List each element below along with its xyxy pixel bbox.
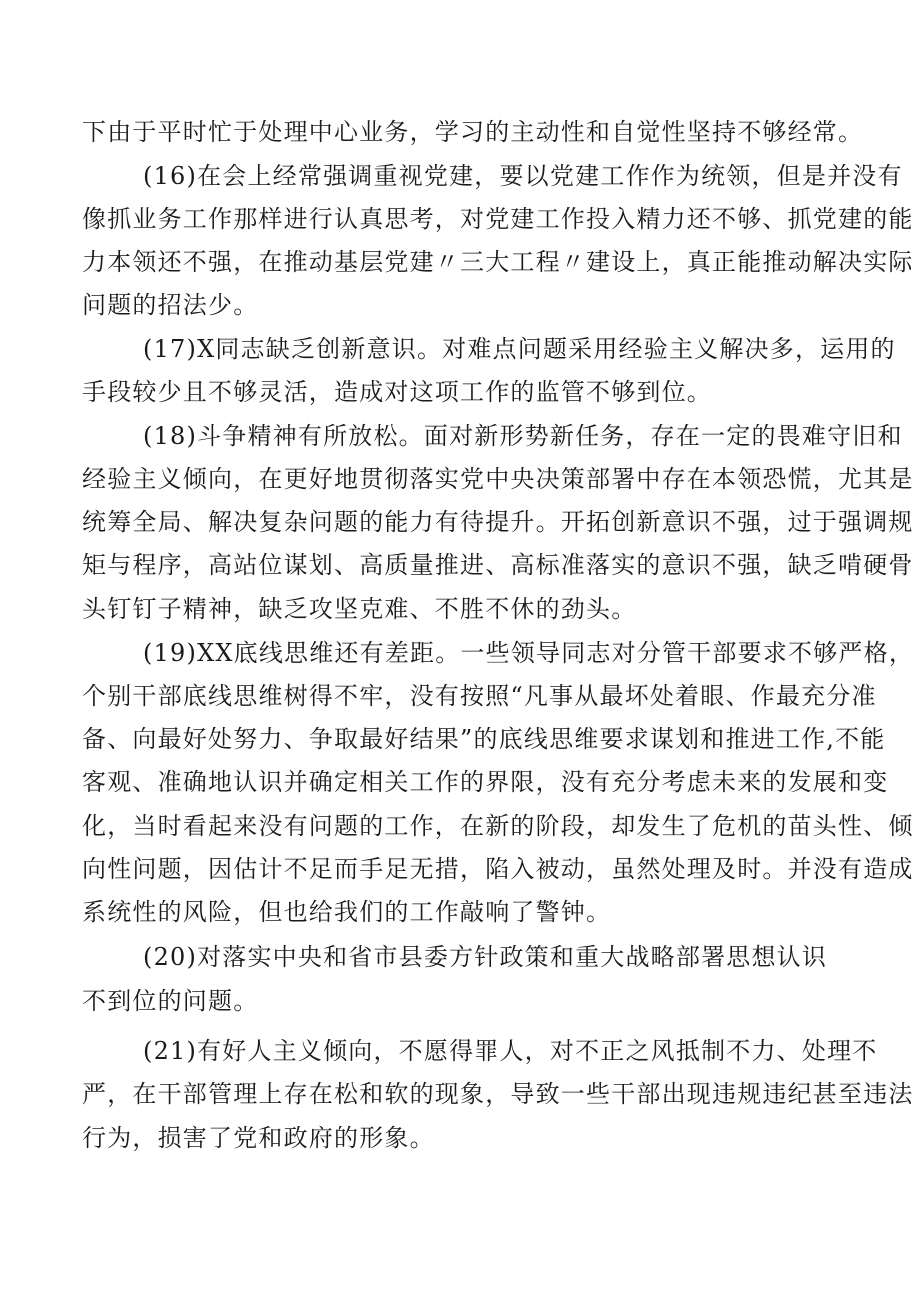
text-line: 像抓业务工作那样进行认真思考，对党建工作投入精力还不够、抓党建的能 [82, 205, 914, 233]
text-line: 头钉钉子精神，缺乏攻坚克难、不胜不休的劲头。 [82, 595, 637, 623]
text-line: 系统性的风险，但也给我们的工作敲响了警钟。 [82, 898, 612, 926]
text-line: 问题的招法少。 [82, 291, 259, 319]
text-line: 统筹全局、解决复杂问题的能力有待提升。开拓创新意识不强，过于强调规 [82, 508, 914, 536]
text-line: 不到位的问题。 [82, 987, 259, 1015]
paragraph-20-start: (20)对落实中央和省市县委方针政策和重大战略部署思想认识 [143, 943, 828, 971]
text-line: 备、向最好处努力、争取最好结果”的底线思维要求谋划和推进工作,不能 [82, 725, 886, 753]
paragraph-18-start: (18)斗争精神有所放松。面对新形势新任务，存在一定的畏难守旧和 [143, 422, 903, 450]
paragraph-17-start: (17)X同志缺乏创新意识。对难点问题采用经验主义解决多，运用的 [143, 335, 896, 363]
text-line: 个别干部底线思维树得不牢，没有按照“凡事从最坏处着眼、作最充分准 [82, 682, 877, 710]
text-line: 客观、准确地认识并确定相关工作的界限，没有充分考虑未来的发展和变 [82, 768, 889, 796]
text-line: 向性问题，因估计不足而手足无措，陷入被动，虽然处理及时。并没有造成 [82, 855, 914, 883]
text-line: 行为，损害了党和政府的形象。 [82, 1124, 435, 1152]
text-line: 力本领还不强，在推动基层党建〃三大工程〃建设上，真正能推动解决实际 [82, 248, 914, 276]
text-line: 经验主义倾向，在更好地贯彻落实党中央决策部署中存在本领恐慌，尤其是 [82, 465, 914, 493]
text-line: 矩与程序，高站位谋划、高质量推进、高标准落实的意识不强，缺乏啃硬骨 [82, 551, 914, 579]
paragraph-21-start: (21)有好人主义倾向，不愿得罪人，对不正之风抵制不力、处理不 [143, 1037, 878, 1065]
text-line: 化，当时看起来没有问题的工作，在新的阶段，却发生了危机的苗头性、倾 [82, 812, 914, 840]
text-line: 下由于平时忙于处理中心业务，学习的主动性和自觉性坚持不够经常。 [82, 118, 864, 146]
text-line: 严，在干部管理上存在松和软的现象，导致一些干部出现违规违纪甚至违法 [82, 1080, 914, 1108]
paragraph-19-start: (19)XX底线思维还有差距。一些领导同志对分管干部要求不够严格， [143, 639, 915, 667]
paragraph-16-start: (16)在会上经常强调重视党建，要以党建工作作为统领，但是并没有 [143, 162, 903, 190]
text-line: 手段较少且不够灵活，造成对这项工作的监管不够到位。 [82, 378, 712, 406]
